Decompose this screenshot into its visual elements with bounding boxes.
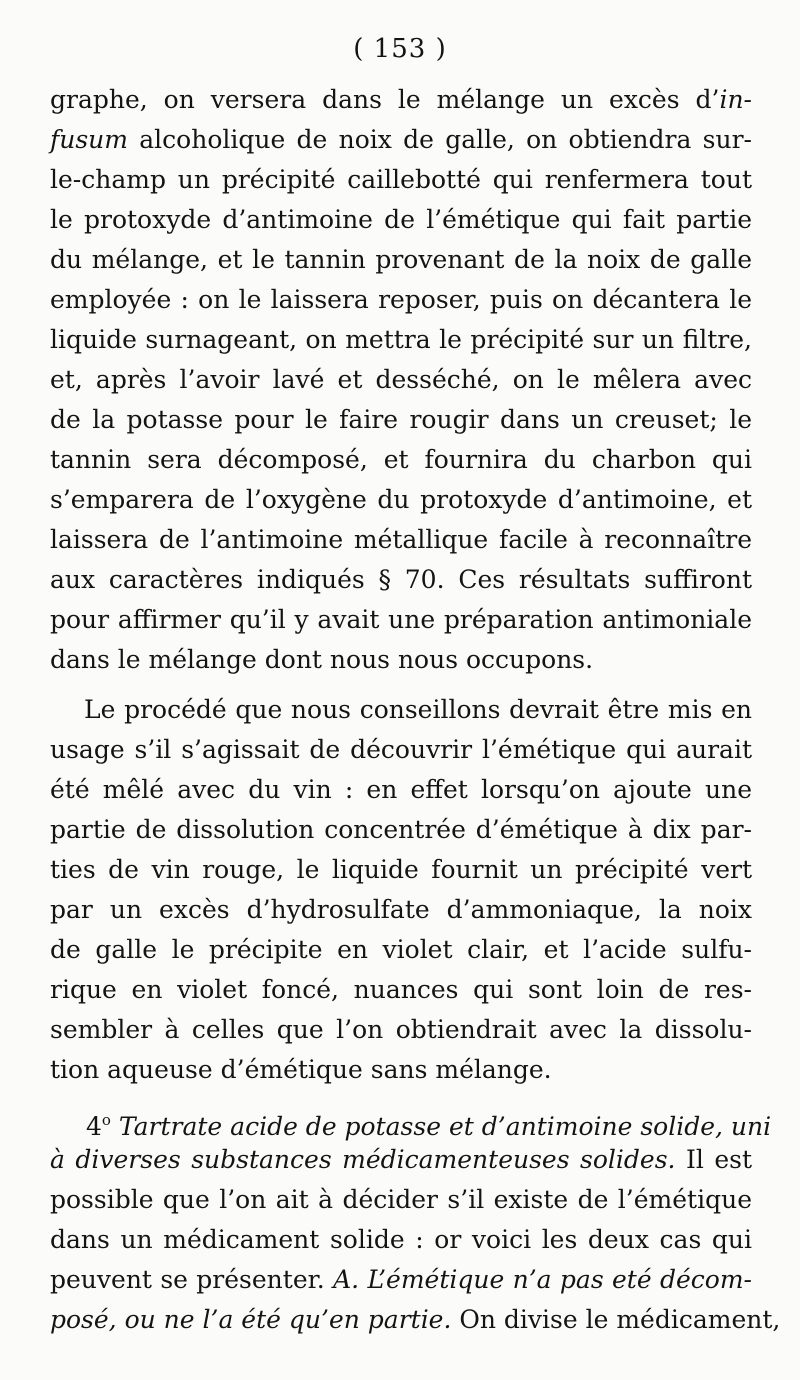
text-line: partie de dissolution concentrée d’émétique à dix par-: [50, 815, 752, 844]
text-line: graphe, on versera dans le mélange un excès d’in-: [50, 85, 752, 114]
text-line: du mélange, et le tannin provenant de la noix de galle: [50, 245, 752, 274]
text-line: usage s’il s’agissait de découvrir l’émétique qui aurait: [50, 735, 752, 764]
text-line: Le procédé que nous conseillons devrait être mis en: [84, 695, 752, 724]
text-line: peuvent se présenter. A. L’émétique n’a pas eté décom-: [50, 1265, 753, 1294]
text-line: fusum alcoholique de noix de galle, on obtiendra sur-: [50, 125, 752, 154]
text-line: tannin sera décomposé, et fournira du charbon qui: [50, 445, 752, 474]
text-line: rique en violet foncé, nuances qui sont loin de res-: [50, 975, 752, 1004]
text-line: à diverses substances médicamenteuses solides. Il est: [50, 1145, 753, 1174]
text-line: dans un médicament solide : or voici les deux cas qui: [50, 1225, 752, 1254]
text-line: sembler à celles que l’on obtiendrait avec la dissolu-: [50, 1015, 752, 1044]
text-line: aux caractères indiqués § 70. Ces résultats suffiront: [50, 565, 752, 594]
text-line: possible que l’on ait à décider s’il existe de l’émétique: [50, 1185, 752, 1214]
text-line: le protoxyde d’antimoine de l’émétique qui fait partie: [50, 205, 752, 234]
text-line: tion aqueuse d’émétique sans mélange.: [50, 1055, 552, 1084]
text-line: ties de vin rouge, le liquide fournit un précipité vert: [50, 855, 752, 884]
page-number: ( 153 ): [353, 34, 447, 64]
text-line: dans le mélange dont nous nous occupons.: [50, 645, 594, 674]
text-line: et, après l’avoir lavé et desséché, on le mêlera avec: [50, 365, 752, 394]
text-line: été mêlé avec du vin : en effet lorsqu’on ajoute une: [50, 775, 752, 804]
text-line: pour affirmer qu’il y avait une préparation antimoniale: [50, 605, 752, 634]
text-line: de galle le précipite en violet clair, et l’acide sulfu-: [50, 935, 752, 964]
text-line: le-champ un précipité caillebotté qui renfermera tout: [50, 165, 752, 194]
text-line: laissera de l’antimoine métallique facile à reconnaître: [50, 525, 752, 554]
text-line: liquide surnageant, on mettra le précipité sur un filtre,: [50, 325, 752, 354]
text-line: employée : on le laissera reposer, puis on décantera le: [50, 285, 752, 314]
text-line: posé, ou ne l’a été qu’en partie. On divise le médicament,: [50, 1305, 781, 1334]
section-heading-line: 4$^o$ Tartrate acide de potasse et d’antimoine solide, uni: [86, 1111, 772, 1141]
text-line: s’emparera de l’oxygène du protoxyde d’antimoine, et: [50, 485, 752, 514]
text-line: de la potasse pour le faire rougir dans un creuset; le: [50, 405, 752, 434]
text-line: par un excès d’hydrosulfate d’ammoniaque, la noix: [50, 895, 752, 924]
